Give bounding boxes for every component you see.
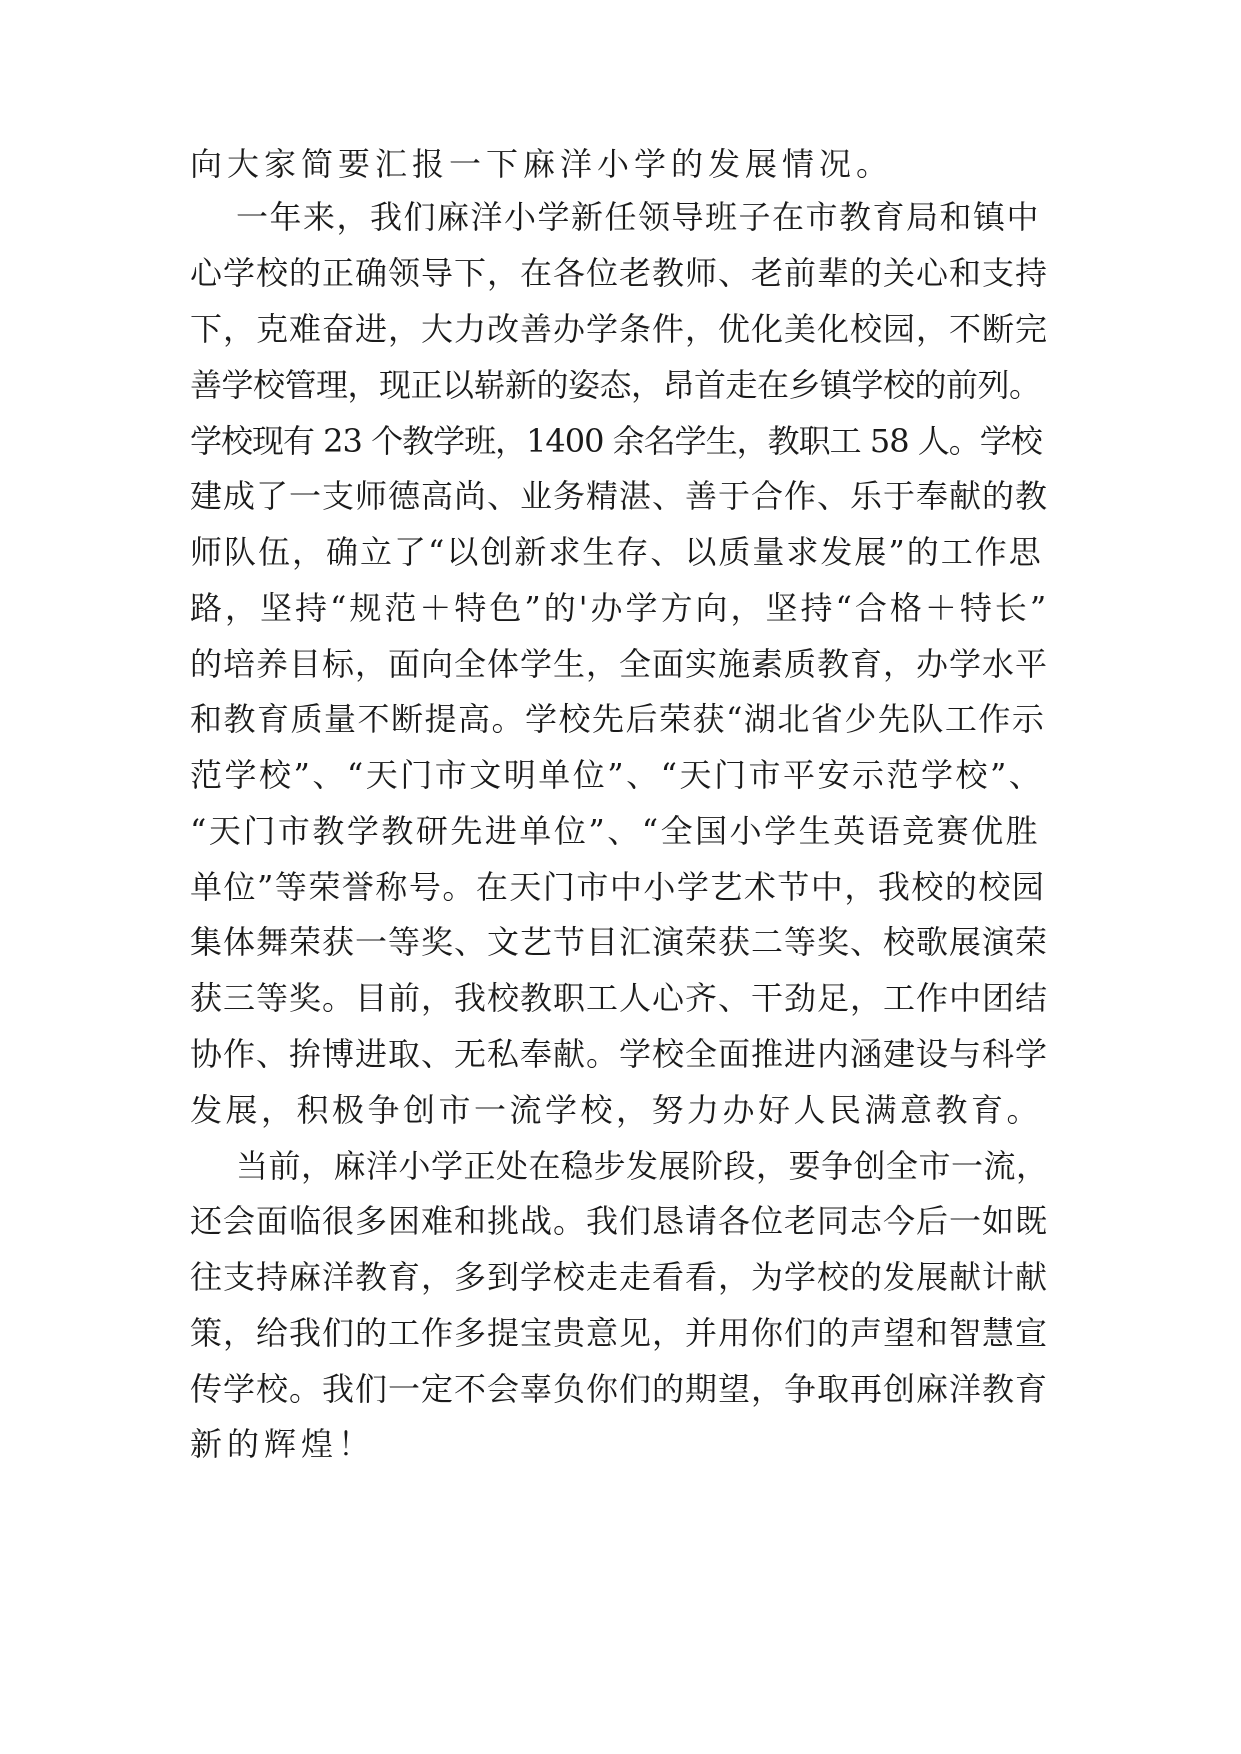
text-line: 发展，积极争创市一流学校，努力办好人民满意教育。: [190, 1091, 1043, 1129]
text-line: 策，给我们的工作多提宝贵意见，并用你们的声望和智慧宣: [190, 1314, 1049, 1352]
text-line: 获三等奖。目前，我校教职工人心齐、干劲足，工作中团结: [190, 979, 1049, 1017]
text-line: 建成了一支师德高尚、业务精湛、善于合作、乐于奉献的教: [190, 477, 1049, 515]
text-line: 善学校管理，现正以崭新的姿态，昂首走在乡镇学校的前列。: [190, 366, 1041, 404]
text-line: “天门市教学教研先进单位”、“全国小学生英语竞赛优胜: [190, 812, 1041, 850]
text-line: 和教育质量不断提高。学校先后荣获“湖北省少先队工作示: [190, 700, 1046, 738]
text-line: 学校现有 23 个教学班，1400 余名学生，教职工 58 人。学校: [190, 422, 1042, 460]
text-line: 师队伍，确立了“以创新求生存、以质量求发展”的工作思: [190, 533, 1043, 571]
text-line: 下，克难奋进，大力改善办学条件，优化美化校园，不断完: [190, 310, 1049, 348]
text-line: 新的辉煌！: [190, 1425, 376, 1463]
paragraph-first-line: 一年来，我们麻洋小学新任领导班子在市教育局和镇中: [236, 198, 1041, 236]
text-line: 单位”等荣誉称号。在天门市中小学艺术节中，我校的校园: [190, 868, 1046, 906]
text-line: 路，坚持“规范＋特色”的'办学方向，坚持“合格＋特长”: [190, 589, 1050, 627]
text-line: 集体舞荣获一等奖、文艺节目汇演荣获二等奖、校歌展演荣: [190, 923, 1049, 961]
text-line: 协作、拚博进取、无私奉献。学校全面推进内涵建设与科学: [190, 1035, 1049, 1073]
text-line: 往支持麻洋教育，多到学校走走看看，为学校的发展献计献: [190, 1258, 1049, 1296]
text-line: 传学校。我们一定不会辜负你们的期望，争取再创麻洋教育: [190, 1370, 1049, 1408]
paragraph-first-line: 当前，麻洋小学正处在稳步发展阶段，要争创全市一流，: [236, 1147, 1049, 1185]
text-line: 范学校”、“天门市文明单位”、“天门市平安示范学校”、: [190, 756, 1044, 794]
text-line: 的培养目标，面向全体学生，全面实施素质教育，办学水平: [190, 645, 1049, 683]
text-line: 还会面临很多困难和挑战。我们恳请各位老同志今后一如既: [190, 1202, 1049, 1240]
text-line: 心学校的正确领导下，在各位老教师、老前辈的关心和支持: [190, 254, 1049, 292]
text-line: 向大家简要汇报一下麻洋小学的发展情况。: [190, 145, 894, 183]
